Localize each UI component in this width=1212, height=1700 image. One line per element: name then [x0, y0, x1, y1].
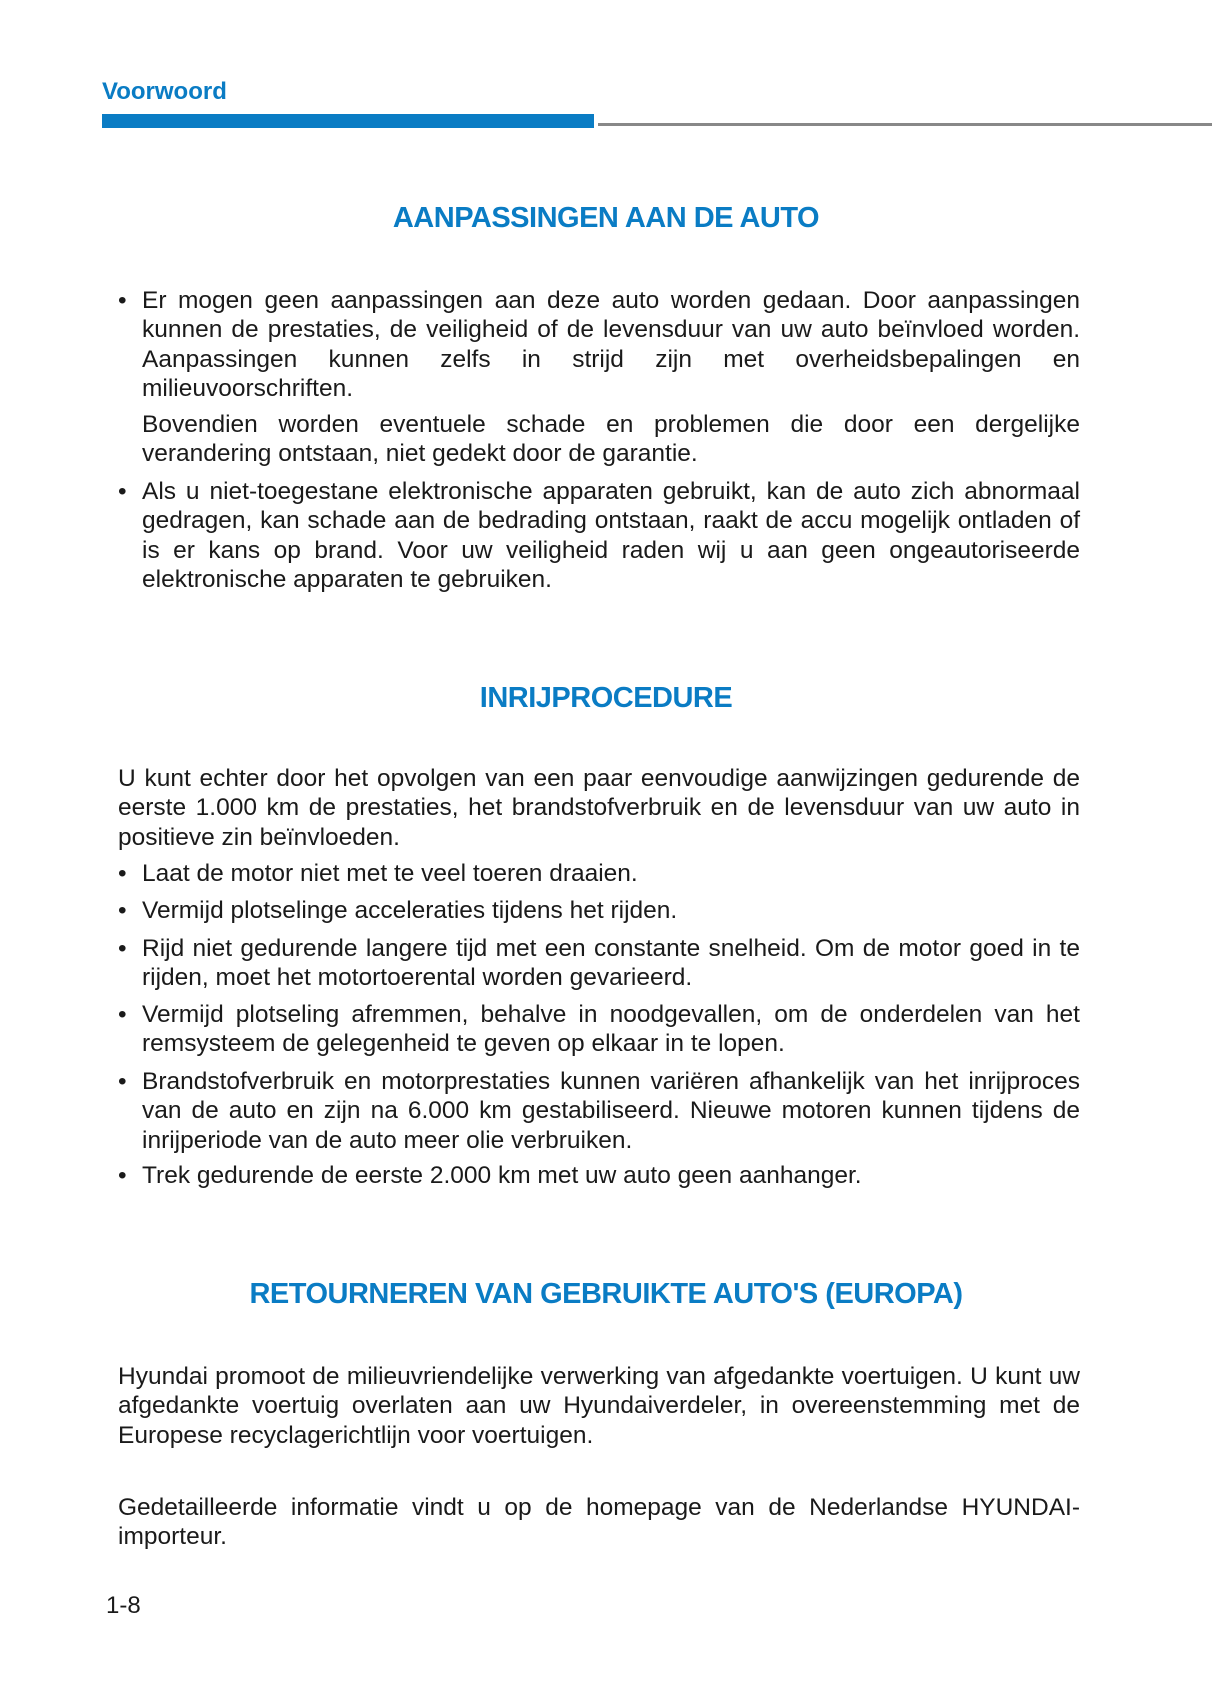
paragraph: Hyundai promoot de milieuvriendelijke verwerking van afgedankte voertuigen. U kunt uw afgedankte voertuig overlaten aan uw Hyundaiverdeler, in overeenstemming met de Europese recyclagerichtlijn voor voertuigen.	[118, 1363, 1080, 1449]
list-item	[118, 896, 1080, 925]
list-item-text: Trek gedurende de eerste 2.000 km met uw auto geen aanhanger.	[142, 1162, 862, 1189]
bullet: •	[118, 478, 127, 505]
header-bar-accent	[102, 114, 594, 128]
list-item	[118, 286, 1080, 403]
bullet: •	[118, 1068, 127, 1095]
list-item	[118, 477, 1080, 594]
list-item-text: Brandstofverbruik en motorprestaties kunnen variëren afhankelijk van het inrijproces van de auto en zijn na 6.000 km gestabiliseerd. Nieuwe motoren kunnen tijdens de inrijperiode van de auto meer olie verbruiken.	[142, 1068, 1080, 1154]
paragraph: Gedetailleerde informatie vindt u op de homepage van de Nederlandse HYUNDAI-importeur.	[118, 1494, 1080, 1551]
list-item-text: Vermijd plotseling afremmen, behalve in noodgevallen, om de onderdelen van het remsysteem de gelegenheid te geven op elkaar in te lopen.	[142, 1001, 1080, 1058]
list-item-text: Laat de motor niet met te veel toeren draaien.	[142, 860, 638, 887]
header-rule	[598, 123, 1212, 126]
list-item-text: Rijd niet gedurende langere tijd met een constante snelheid. Om de motor goed in te rijden, moet het motortoerental worden gevarieerd.	[142, 935, 1080, 992]
list-item	[118, 1067, 1080, 1155]
bullet: •	[118, 860, 127, 887]
list-item	[118, 1161, 1080, 1190]
list-item	[118, 859, 1080, 888]
heading-modifications: AANPASSINGEN AAN DE AUTO	[392, 202, 820, 234]
heading-break-in: INRIJPROCEDURE	[479, 682, 733, 714]
continuation-paragraph	[118, 410, 1080, 469]
bullet: •	[118, 897, 127, 924]
list-item-text: Vermijd plotselinge acceleraties tijdens het rijden.	[142, 897, 678, 924]
section-label: Voorwoord	[102, 78, 227, 105]
bullet: •	[118, 287, 127, 314]
bullet: •	[118, 935, 127, 962]
list-item	[118, 934, 1080, 993]
list-item-text: Als u niet-toegestane elektronische apparaten gebruikt, kan de auto zich abnormaal gedragen, kan schade aan de bedrading ontstaan, raakt de accu mogelijk ontladen of is er kans op brand. Voor uw veiligheid raden wij u aan geen ongeautoriseerde elektronische apparaten te gebruiken.	[142, 478, 1080, 593]
list-item	[118, 1000, 1080, 1059]
bullet: •	[118, 1162, 127, 1189]
page-number: 1-8	[106, 1592, 141, 1619]
paragraph-text: Bovendien worden eventuele schade en problemen die door een dergelijke verandering ontstaan, niet gedekt door de garantie.	[142, 411, 1080, 468]
bullet: •	[118, 1001, 127, 1028]
list-item-text: Er mogen geen aanpassingen aan deze auto worden gedaan. Door aanpassingen kunnen de prestaties, de veiligheid of de levensduur van uw auto beïnvloed worden. Aanpassingen kunnen zelfs in strijd zijn met overheidsbepalingen en milieuvoorschriften.	[142, 287, 1080, 402]
heading-vehicle-return: RETOURNEREN VAN GEBRUIKTE AUTO'S (EUROPA)	[249, 1278, 963, 1310]
intro-paragraph: U kunt echter door het opvolgen van een paar eenvoudige aanwijzingen gedurende de eerste 1.000 km de prestaties, het brandstofverbruik en de levensduur van uw auto in positieve zin beïnvloeden.	[118, 765, 1080, 851]
